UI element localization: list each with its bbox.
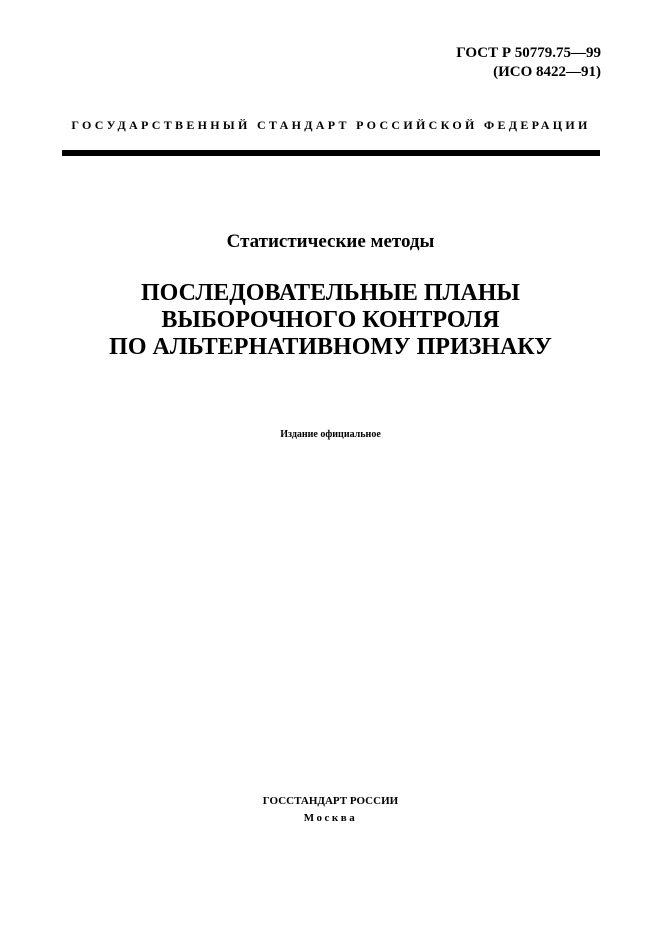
publisher-city: Москва bbox=[303, 812, 358, 824]
title-line-3: ПО АЛЬТЕРНАТИВНОМУ ПРИЗНАКУ bbox=[109, 334, 552, 360]
main-title bbox=[0, 280, 661, 361]
publisher-name: ГОССТАНДАРТ РОССИИ bbox=[262, 795, 399, 807]
gost-number: ГОСТ Р 50779.75—99 bbox=[456, 45, 601, 61]
edition-note: Издание официальное bbox=[280, 429, 381, 440]
title-line-1: ПОСЛЕДОВАТЕЛЬНЫЕ ПЛАНЫ bbox=[141, 280, 520, 306]
subject-heading: Статистические методы bbox=[226, 231, 435, 252]
document-number bbox=[456, 44, 601, 82]
iso-number: (ИСО 8422—91) bbox=[493, 64, 601, 80]
header-rule bbox=[62, 150, 600, 156]
publisher-block bbox=[0, 793, 661, 827]
title-line-2: ВЫБОРОЧНОГО КОНТРОЛЯ bbox=[161, 307, 500, 333]
standard-header: ГОСУДАРСТВЕННЫЙ СТАНДАРТ РОССИЙСКОЙ ФЕДЕРАЦИИ bbox=[71, 118, 591, 132]
